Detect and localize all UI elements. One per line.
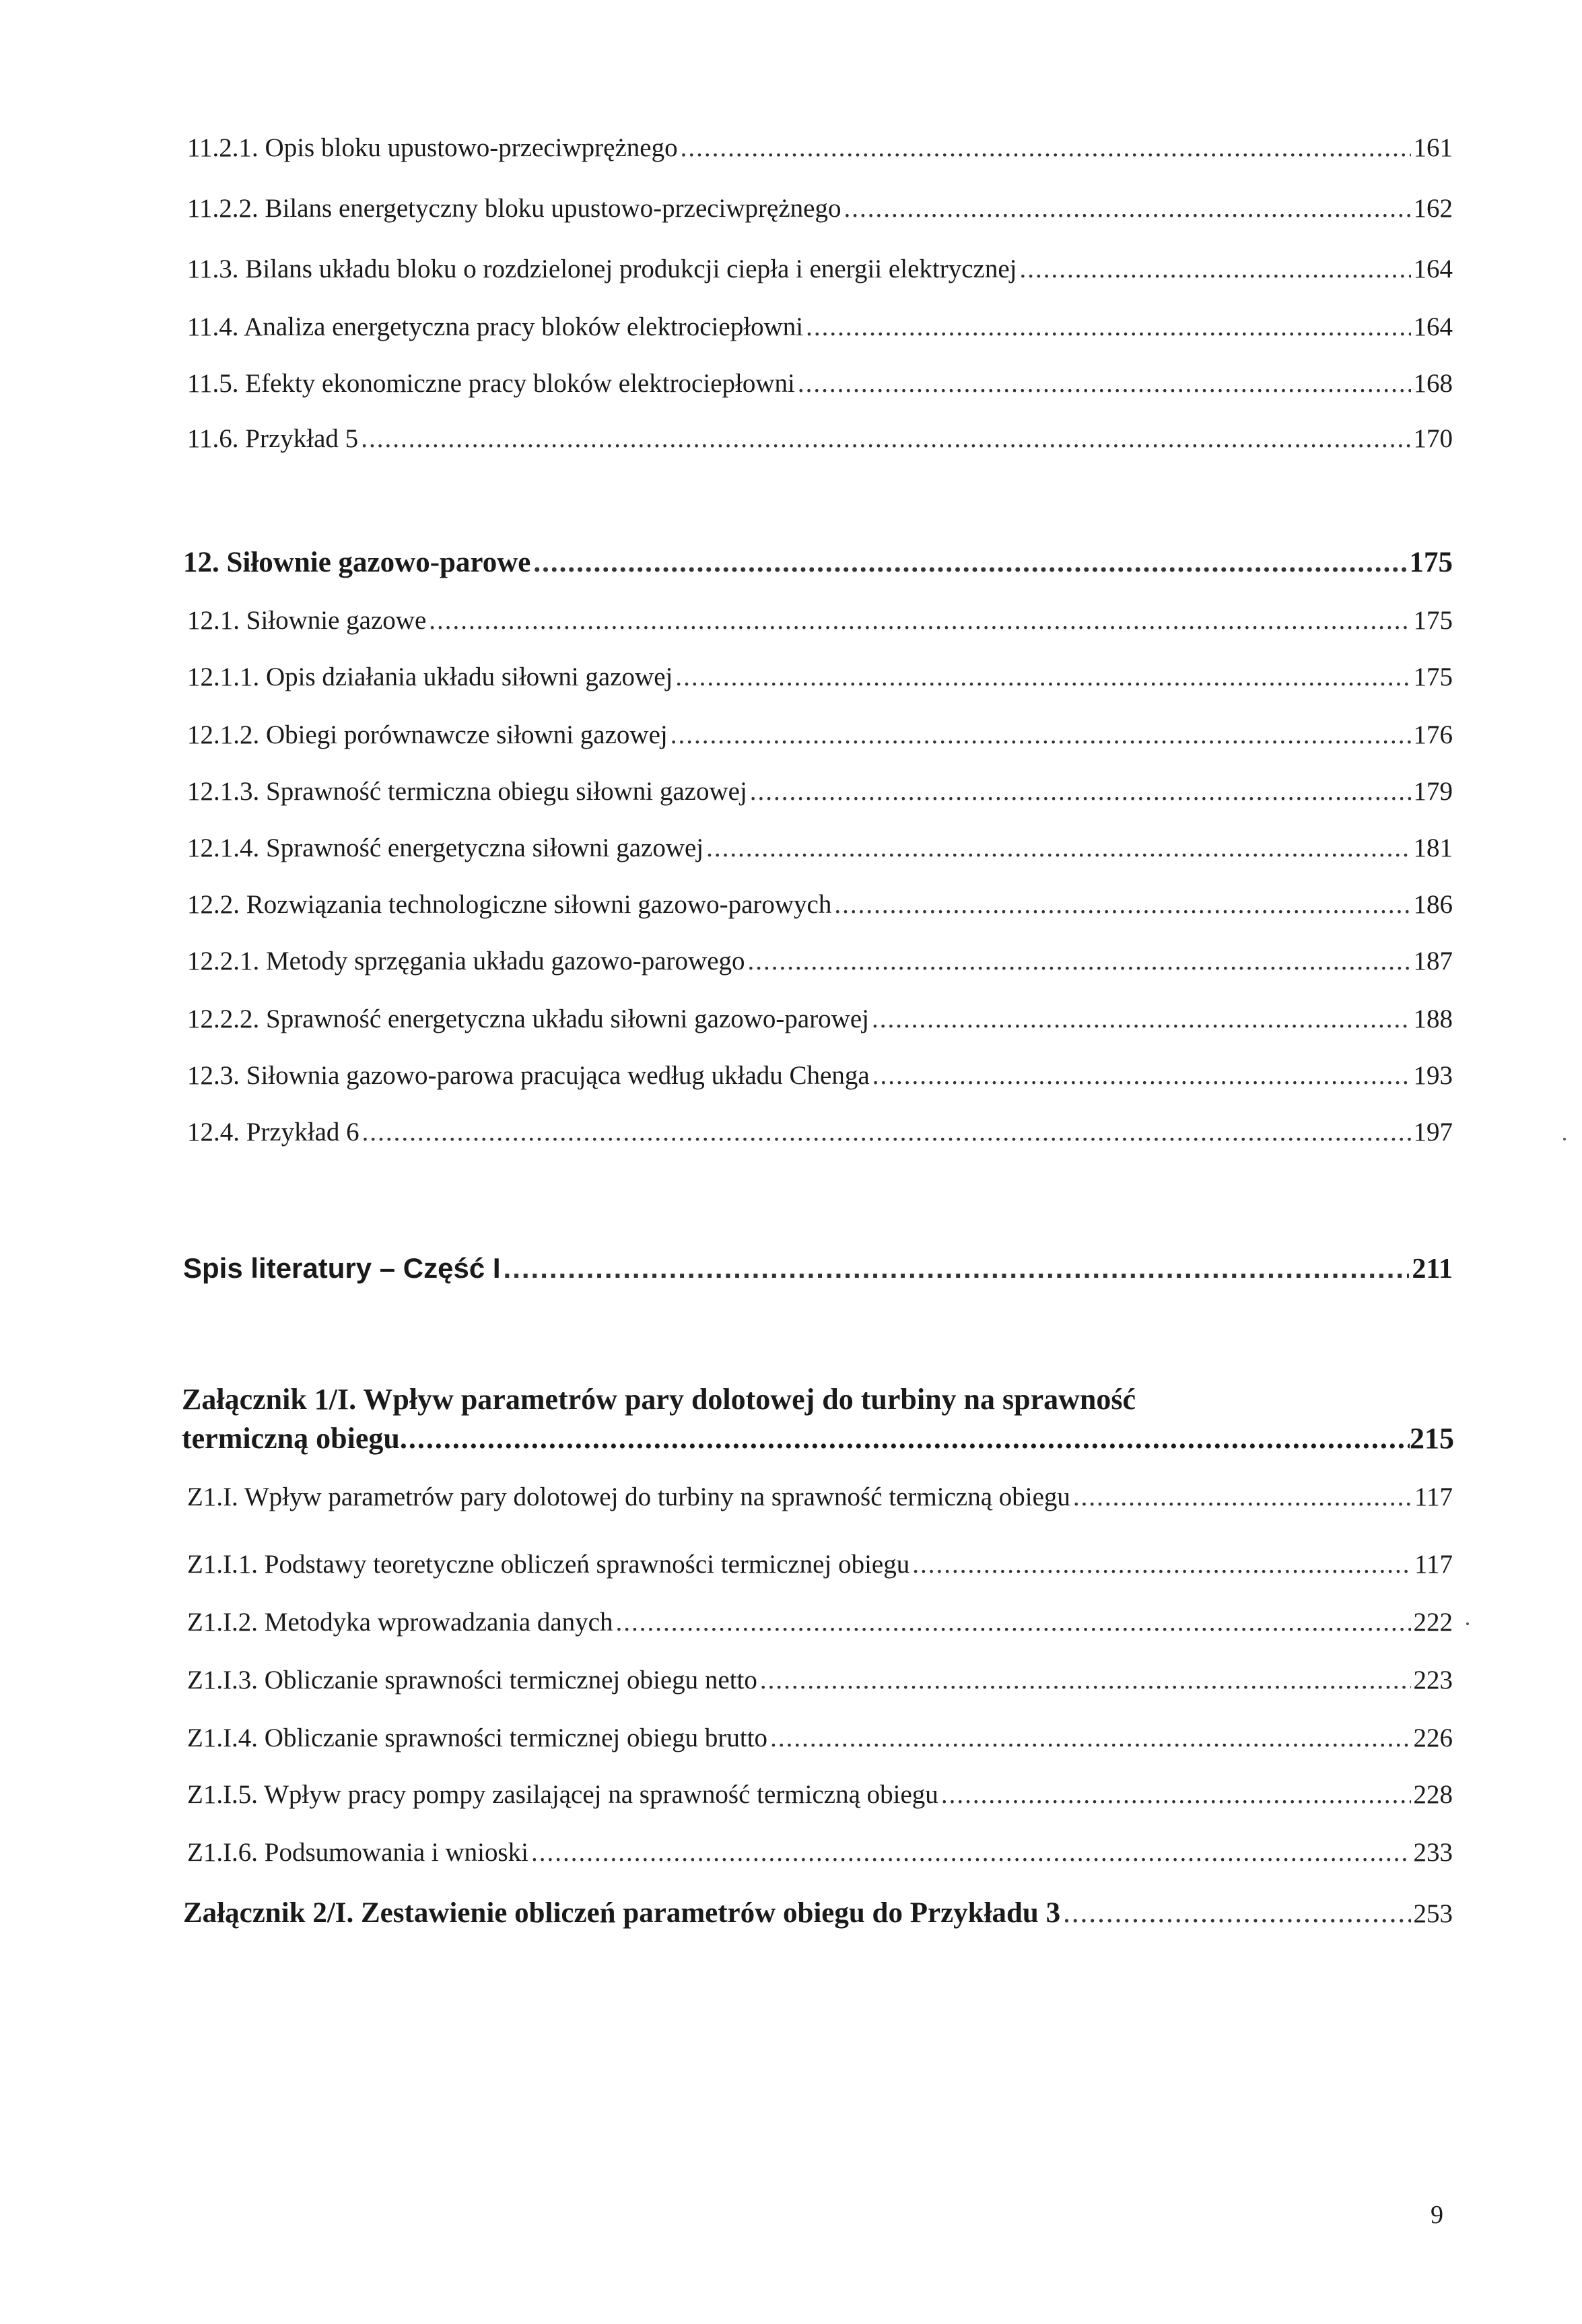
dot-leader <box>706 832 1410 864</box>
dot-leader <box>750 776 1411 808</box>
toc-entry-title: Z1.I.3. Obliczanie sprawności termicznej obiegu netto <box>187 1666 757 1695</box>
toc-entry-title: Z1.I.2. Metodyka wprowadzania danych <box>187 1608 613 1637</box>
toc-entry[interactable] <box>187 605 1453 637</box>
dot-leader <box>912 1548 1412 1581</box>
toc-entry-page: 175 <box>1413 662 1453 691</box>
toc-entry-title: 12.2. Rozwiązania technologiczne siłowni gazowo-parowych <box>187 890 832 919</box>
scan-speck <box>1563 1138 1566 1140</box>
dot-leader <box>844 193 1410 225</box>
dot-leader <box>760 1664 1411 1697</box>
toc-entry-title: Z1.I. Wpływ parametrów pary dolotowej do turbiny na sprawność termiczną obiegu <box>187 1482 1070 1511</box>
toc-entry-page: 226 <box>1413 1723 1453 1752</box>
toc-entry-title: 11.2.2. Bilans energetyczny bloku upustowo-przeciwprężnego <box>187 194 841 223</box>
appendix-1-title-line2: termiczną obiegu <box>182 1422 400 1455</box>
toc-entry-title: Z1.I.4. Obliczanie sprawności termicznej obiegu brutto <box>187 1723 768 1752</box>
dot-leader <box>533 547 1406 579</box>
toc-entry-title: 12.1.3. Sprawność termiczna obiegu siłowni gazowej <box>187 777 747 806</box>
toc-entry-page: 168 <box>1413 369 1453 398</box>
toc-entry-page: 179 <box>1413 777 1453 806</box>
appendix-1-title-line1: Załącznik 1/I. Wpływ parametrów pary dolotowej do turbiny na sprawność <box>182 1383 1136 1416</box>
toc-entry-page: 176 <box>1413 720 1453 749</box>
toc-entry[interactable] <box>187 832 1453 864</box>
literature-page: 211 <box>1412 1254 1453 1285</box>
toc-entry-title: 12.1.2. Obiegi porównawcze siłowni gazowej <box>187 720 668 749</box>
toc-entry-page: 117 <box>1414 1482 1453 1511</box>
chapter-title: 12. Siłownie gazowo-parowe <box>183 547 531 578</box>
dot-leader <box>504 1252 1410 1285</box>
toc-entry-page: 222 <box>1413 1608 1453 1637</box>
toc-entry[interactable] <box>187 945 1453 978</box>
toc-entry-page: 188 <box>1413 1004 1453 1033</box>
toc-entry-page: 170 <box>1413 424 1453 453</box>
toc-entry-title: 11.6. Przykład 5 <box>187 424 359 453</box>
toc-entry[interactable] <box>187 1606 1453 1639</box>
toc-entry[interactable] <box>187 193 1453 225</box>
toc-entry-title: 12.3. Siłownia gazowo-parowa pracująca według układu Chenga <box>187 1061 870 1090</box>
toc-entry-title: 11.4. Analiza energetyczna pracy bloków elektrociepłowni <box>187 312 804 341</box>
toc-entry[interactable] <box>187 1003 1453 1035</box>
dot-leader <box>872 1060 1411 1092</box>
literature-title: Spis literatury – Część I <box>183 1252 501 1284</box>
appendix-1-heading[interactable] <box>182 1380 1454 1458</box>
dot-leader <box>429 605 1410 637</box>
toc-entry[interactable] <box>187 1548 1453 1581</box>
dot-leader <box>1063 1897 1410 1929</box>
dot-leader <box>362 1116 1411 1149</box>
toc-entry-page: 223 <box>1413 1666 1453 1695</box>
toc-entry-title: 11.5. Efekty ekonomiczne pracy bloków elektrociepłowni <box>187 369 795 398</box>
chapter-heading[interactable] <box>183 547 1453 579</box>
toc-entry[interactable] <box>187 776 1453 808</box>
toc-entry[interactable] <box>187 368 1453 400</box>
toc-entry-title: 11.2.1. Opis bloku upustowo-przeciwprężnego <box>187 133 678 162</box>
toc-entry-title: 12.1. Siłownie gazowe <box>187 606 427 635</box>
toc-entry[interactable] <box>187 253 1453 285</box>
toc-entry-page: 164 <box>1413 312 1453 341</box>
dot-leader <box>941 1779 1411 1811</box>
toc-entry[interactable] <box>187 1481 1453 1513</box>
toc-entry-title: 12.1.1. Opis działania układu siłowni gazowej <box>187 662 673 691</box>
page-number: 9 <box>1431 2201 1443 2229</box>
dot-leader <box>1019 253 1410 285</box>
toc-entry[interactable] <box>187 889 1453 921</box>
dot-leader <box>806 311 1410 343</box>
toc-entry-page: 228 <box>1413 1780 1453 1809</box>
toc-entry[interactable] <box>187 1060 1453 1092</box>
toc-entry-page: 164 <box>1413 254 1453 283</box>
scan-speck <box>1466 1622 1469 1625</box>
toc-entry-title: 12.2.1. Metody sprzęgania układu gazowo-parowego <box>187 947 745 976</box>
toc-entry[interactable] <box>187 1664 1453 1697</box>
dot-leader <box>748 945 1411 978</box>
dot-leader <box>872 1003 1411 1035</box>
toc-entry[interactable] <box>187 423 1453 455</box>
dot-leader <box>400 1419 1410 1458</box>
toc-entry[interactable] <box>187 1722 1453 1754</box>
toc-entry[interactable] <box>187 132 1453 164</box>
toc-entry-title: 11.3. Bilans układu bloku o rozdzielonej produkcji ciepła i energii elektrycznej <box>187 254 1017 283</box>
chapter-page: 175 <box>1409 547 1453 578</box>
appendix-2-page: 253 <box>1413 1899 1453 1928</box>
appendix-1-page: 215 <box>1410 1422 1454 1455</box>
toc-entry-page: 181 <box>1413 833 1453 862</box>
toc-entry-title: Z1.I.5. Wpływ pracy pompy zasilającej na sprawność termiczną obiegu <box>187 1780 938 1809</box>
toc-entry[interactable] <box>187 661 1453 693</box>
literature-heading[interactable] <box>183 1252 1453 1285</box>
dot-leader <box>670 719 1411 751</box>
dot-leader <box>770 1722 1410 1754</box>
appendix-2-title: Załącznik 2/I. Zestawienie obliczeń parametrów obiegu do Przykładu 3 <box>183 1897 1061 1929</box>
toc-entry[interactable] <box>187 311 1453 343</box>
appendix-2-heading[interactable] <box>183 1897 1453 1930</box>
toc-entry-page: 187 <box>1413 947 1453 976</box>
dot-leader <box>1073 1481 1412 1513</box>
toc-entry-page: 161 <box>1413 133 1453 162</box>
toc-entry-page: 193 <box>1413 1061 1453 1090</box>
toc-entry-title: 12.2.2. Sprawność energetyczna układu siłowni gazowo-parowej <box>187 1004 869 1033</box>
dot-leader <box>834 889 1410 921</box>
dot-leader <box>681 132 1411 164</box>
toc-entry[interactable] <box>187 1116 1453 1149</box>
toc-entry-page: 162 <box>1413 194 1453 223</box>
dot-leader <box>615 1606 1410 1639</box>
toc-entry[interactable] <box>187 719 1453 751</box>
toc-entry-title: Z1.I.6. Podsumowania i wnioski <box>187 1838 528 1867</box>
toc-entry-title: 12.1.4. Sprawność energetyczna siłowni gazowej <box>187 833 704 862</box>
toc-entry[interactable] <box>187 1779 1453 1811</box>
toc-entry-page: 186 <box>1413 890 1453 919</box>
toc-entry-title: Z1.I.1. Podstawy teoretyczne obliczeń sprawności termicznej obiegu <box>187 1550 910 1579</box>
toc-entry-page: 117 <box>1414 1550 1453 1579</box>
dot-leader <box>675 661 1410 693</box>
toc-entry-page: 197 <box>1413 1118 1453 1147</box>
toc-entry[interactable] <box>187 1837 1453 1869</box>
dot-leader <box>798 368 1411 400</box>
dot-leader <box>361 423 1410 455</box>
toc-entry-page: 233 <box>1413 1838 1453 1867</box>
toc-entry-page: 175 <box>1413 606 1453 635</box>
dot-leader <box>531 1837 1411 1869</box>
toc-entry-title: 12.4. Przykład 6 <box>187 1118 359 1147</box>
